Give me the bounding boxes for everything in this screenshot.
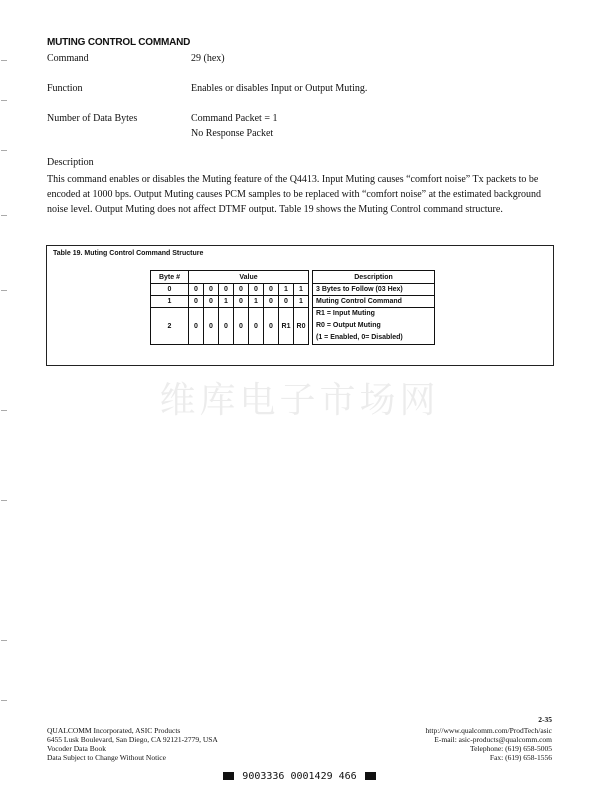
- bit-cell: 0: [264, 284, 279, 296]
- bit-cell: 0: [249, 284, 264, 296]
- footer-fax: Fax: (619) 658-1556: [489, 753, 552, 762]
- barcode-block-icon: [223, 772, 234, 780]
- bit-cell: 0: [279, 296, 294, 308]
- data-bytes-value: Command Packet = 1: [191, 113, 278, 124]
- function-label: Function: [47, 83, 83, 94]
- watermark: 维库电子市场网: [159, 380, 440, 421]
- margin-tick: [1, 700, 7, 701]
- bit-cell: 0: [264, 296, 279, 308]
- bit-cell: 0: [234, 284, 249, 296]
- table-row: [151, 308, 435, 345]
- bit-cell: 1: [249, 296, 264, 308]
- header-byte: Byte #: [151, 271, 189, 284]
- header-description: Description: [313, 271, 435, 284]
- description-cell: 3 Bytes to Follow (03 Hex): [313, 284, 435, 296]
- barcode-number: 9003336 0001429 466: [242, 771, 357, 782]
- page-number: 2-35: [538, 715, 552, 724]
- footer-url[interactable]: http://www.qualcomm.com/ProdTech/asic: [425, 726, 552, 735]
- header-value: Value: [189, 271, 309, 284]
- footer-address: 6455 Lusk Boulevard, San Diego, CA 92121-2779, USA: [47, 735, 218, 744]
- bit-cell: 1: [294, 296, 309, 308]
- bit-cell: 0: [204, 308, 219, 345]
- table-header-row: [151, 271, 435, 284]
- bit-cell: 0: [189, 296, 204, 308]
- footer-book: Vocoder Data Book: [47, 744, 107, 753]
- bit-cell: 1: [279, 284, 294, 296]
- data-bytes-label: Number of Data Bytes: [47, 113, 138, 124]
- bit-cell: 1: [219, 296, 234, 308]
- footer-notice: Data Subject to Change Without Notice: [47, 753, 166, 762]
- bit-cell: 0: [234, 308, 249, 345]
- bit-cell: 0: [204, 284, 219, 296]
- footer-right: [426, 726, 552, 762]
- margin-tick: [1, 100, 7, 101]
- bit-cell: 0: [219, 284, 234, 296]
- bit-cell: 0: [204, 296, 219, 308]
- byte-cell: 1: [151, 296, 189, 308]
- table-caption: Table 19. Muting Control Command Structure: [53, 250, 204, 257]
- margin-tick: [1, 640, 7, 641]
- footer-telephone: Telephone: (619) 658-5005: [470, 744, 552, 753]
- barcode-block-icon: [365, 772, 376, 780]
- bit-cell: 0: [189, 308, 204, 345]
- table-row: [151, 284, 435, 296]
- margin-tick: [1, 290, 7, 291]
- bit-cell: R1: [279, 308, 294, 345]
- command-label: Command: [47, 53, 89, 64]
- footer-left: [47, 726, 218, 762]
- bit-cell: 0: [219, 308, 234, 345]
- barcode: [0, 771, 599, 782]
- margin-tick: [1, 410, 7, 411]
- bit-cell: 1: [294, 284, 309, 296]
- section-heading: MUTING CONTROL COMMAND: [47, 37, 191, 48]
- data-bytes-value-2: No Response Packet: [191, 128, 274, 139]
- description-line: R0 = Output Muting: [316, 322, 381, 329]
- description-cell: [313, 308, 435, 345]
- description-line: R1 = Input Muting: [316, 310, 375, 317]
- margin-tick: [1, 150, 7, 151]
- bit-cell: 0: [189, 284, 204, 296]
- description-paragraph: This command enables or disables the Muting feature of the Q4413. Input Muting causes “comfort noise” Tx packets to be encoded at 1000 bps. Output Muting causes PCM samples to be replaced with “comfort noise” at the estimated background noise level. Output Muting does not affect DTMF output. Table 19 shows the Muting Control command structure.: [47, 174, 542, 215]
- description-label: Description: [47, 157, 94, 168]
- byte-cell: 0: [151, 284, 189, 296]
- margin-tick: [1, 215, 7, 216]
- function-value: Enables or disables Input or Output Muting.: [191, 83, 368, 94]
- footer-company: QUALCOMM Incorporated, ASIC Products: [47, 726, 181, 735]
- description-line: (1 = Enabled, 0= Disabled): [316, 334, 403, 341]
- bit-cell: 0: [234, 296, 249, 308]
- margin-tick: [1, 60, 7, 61]
- footer-email[interactable]: E-mail: asic-products@qualcomm.com: [434, 735, 552, 744]
- bit-cell: 0: [249, 308, 264, 345]
- bit-cell: 0: [264, 308, 279, 345]
- margin-tick: [1, 500, 7, 501]
- table-row: [151, 296, 435, 308]
- command-value: 29 (hex): [191, 53, 225, 64]
- byte-cell: 2: [151, 308, 189, 345]
- command-structure-table: [150, 270, 435, 345]
- bit-cell: R0: [294, 308, 309, 345]
- description-cell: Muting Control Command: [313, 296, 435, 308]
